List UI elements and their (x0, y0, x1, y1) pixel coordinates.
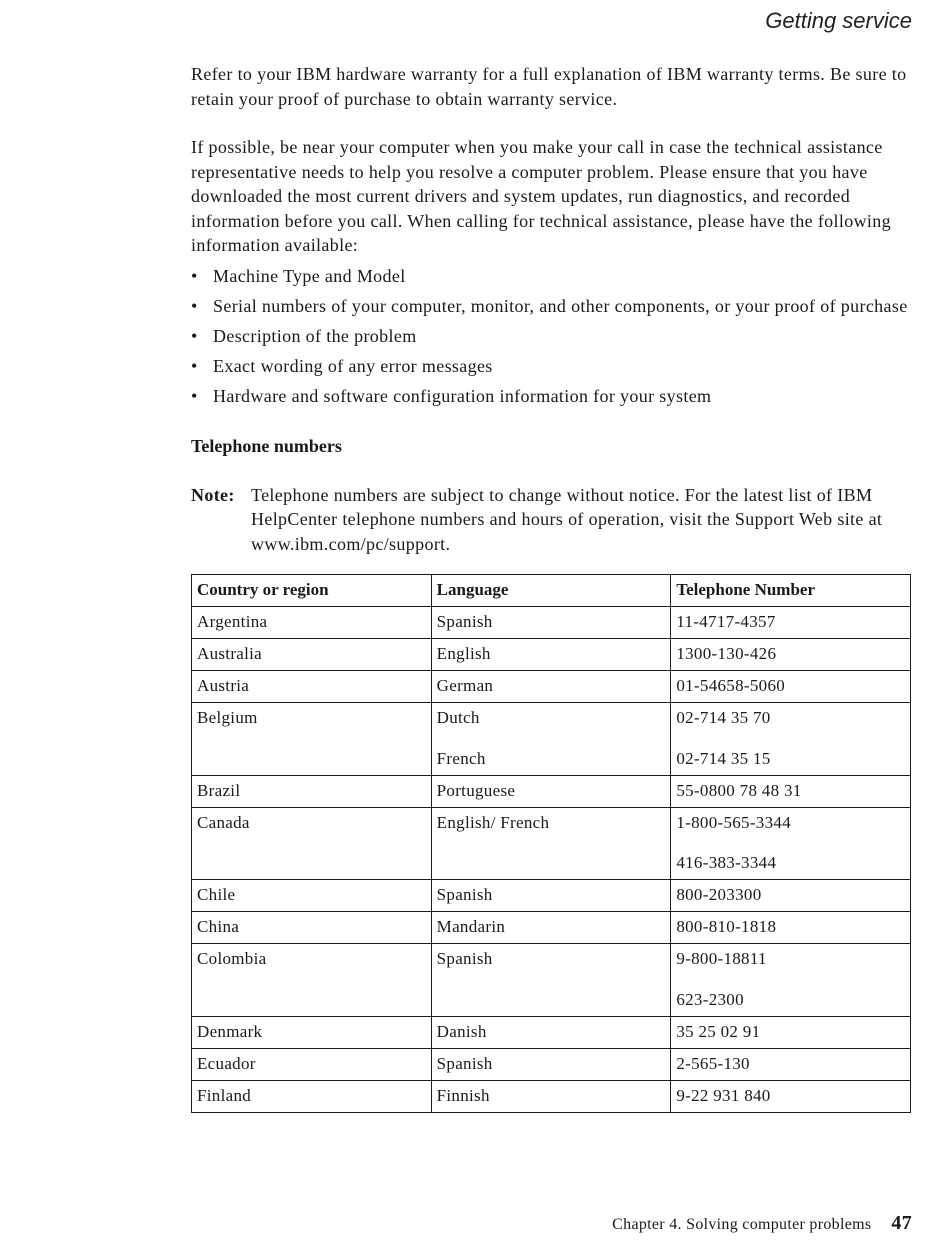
phone-line: 9-22 931 840 (676, 1085, 771, 1105)
warranty-paragraph: Refer to your IBM hardware warranty for a full explanation of IBM warranty terms. Be sure to retain your proof of purchase to obtain warranty service. (191, 64, 907, 109)
list-item: • Serial numbers of your computer, monitor, and other components, or your proof of purchase (191, 294, 911, 319)
language-line: Danish (436, 1021, 487, 1041)
call-preparation-paragraph: If possible, be near your computer when you make your call in case the technical assistance representative needs to help you resolve a computer problem. Please ensure that you have downloaded the most current drivers and system updates, run diagnostics, and recorded information before you call. When calling for technical assistance, please have the following information available: (191, 137, 891, 255)
language-cell (431, 1080, 671, 1112)
bullet-icon: • (191, 385, 198, 406)
country-cell: Denmark (192, 1016, 432, 1048)
language-cell (431, 775, 671, 807)
note-label: Note: (191, 484, 235, 505)
country-cell: Ecuador (192, 1048, 432, 1080)
column-header-phone: Telephone Number (671, 575, 911, 607)
language-line: French (436, 748, 486, 768)
list-item: • Exact wording of any error messages (191, 354, 911, 379)
table-row (192, 607, 911, 639)
country-cell: Brazil (192, 775, 432, 807)
language-line: Spanish (436, 885, 493, 904)
note-block (191, 483, 911, 557)
language-cell (431, 639, 671, 671)
country-cell: Belgium (192, 703, 432, 776)
country-cell: Austria (192, 671, 432, 703)
language-line: German (436, 676, 494, 695)
country-cell: Canada (192, 807, 432, 880)
bullet-icon: • (191, 325, 198, 346)
country-cell: Colombia (192, 944, 432, 1017)
language-line: English (436, 644, 491, 663)
telephone-table (191, 574, 911, 1113)
phone-cell (671, 1016, 911, 1048)
phone-line: 55-0800 78 48 31 (676, 780, 802, 800)
table-row (192, 639, 911, 671)
note-text: Telephone numbers are subject to change without notice. For the latest list of IBM HelpCenter telephone numbers and hours of operation, visit the Support Web site at www.ibm.com/pc/support. (251, 484, 883, 554)
phone-cell (671, 607, 911, 639)
country-cell: Chile (192, 880, 432, 912)
page-number: 47 (891, 1212, 912, 1234)
table-row (192, 944, 911, 1017)
phone-line: 623-2300 (676, 989, 744, 1009)
phone-cell (671, 703, 911, 776)
list-item: • Hardware and software configuration information for your system (191, 384, 911, 409)
language-line: Mandarin (436, 917, 506, 936)
language-line: English/ French (436, 812, 550, 832)
phone-line: 1-800-565-3344 (676, 812, 792, 832)
phone-cell (671, 807, 911, 880)
language-cell (431, 671, 671, 703)
phone-line: 11-4717-4357 (676, 612, 776, 631)
table-row (192, 703, 911, 776)
language-line: Spanish (436, 612, 493, 631)
list-item: • Machine Type and Model (191, 264, 911, 289)
running-head: Getting service (765, 8, 912, 33)
language-line: Spanish (436, 949, 493, 968)
phone-line: 1300-130-426 (676, 644, 777, 663)
bullet-icon: • (191, 295, 198, 316)
language-line: Dutch (436, 708, 480, 727)
language-cell (431, 912, 671, 944)
table-row (192, 880, 911, 912)
phone-cell (671, 1080, 911, 1112)
table-row (192, 671, 911, 703)
page-footer (612, 1212, 912, 1235)
chapter-title: Chapter 4. Solving computer problems (612, 1216, 872, 1233)
phone-line: 800-203300 (676, 885, 762, 904)
country-cell: Australia (192, 639, 432, 671)
phone-line: 01-54658-5060 (676, 676, 786, 695)
table-header-row (192, 575, 911, 607)
phone-line: 02-714 35 70 (676, 708, 771, 727)
list-item: • Description of the problem (191, 324, 911, 349)
required-info-list (191, 264, 911, 409)
section-heading: Telephone numbers (191, 436, 342, 456)
phone-cell (671, 1048, 911, 1080)
bullet-icon: • (191, 355, 198, 376)
phone-cell (671, 671, 911, 703)
phone-line: 2-565-130 (676, 1053, 750, 1073)
language-line: Spanish (436, 1053, 493, 1073)
phone-cell (671, 880, 911, 912)
country-cell: Finland (192, 1080, 432, 1112)
telephone-table-body (192, 607, 911, 1113)
language-cell (431, 1016, 671, 1048)
table-row (192, 775, 911, 807)
table-row (192, 807, 911, 880)
phone-line: 9-800-18811 (676, 949, 767, 968)
language-cell (431, 1048, 671, 1080)
language-cell (431, 807, 671, 880)
country-cell: Argentina (192, 607, 432, 639)
language-cell (431, 703, 671, 776)
page-body (191, 62, 911, 1113)
language-line: Portuguese (436, 780, 516, 800)
table-row (192, 1016, 911, 1048)
table-row (192, 1048, 911, 1080)
language-line: Finnish (436, 1085, 490, 1105)
phone-line: 800-810-1818 (676, 917, 777, 936)
column-header-country: Country or region (192, 575, 432, 607)
table-row (192, 1080, 911, 1112)
phone-cell (671, 944, 911, 1017)
phone-cell (671, 639, 911, 671)
phone-line: 35 25 02 91 (676, 1021, 761, 1041)
table-row (192, 912, 911, 944)
column-header-language: Language (431, 575, 671, 607)
bullet-icon: • (191, 265, 198, 286)
language-cell (431, 944, 671, 1017)
language-cell (431, 880, 671, 912)
country-cell: China (192, 912, 432, 944)
phone-cell (671, 912, 911, 944)
language-cell (431, 607, 671, 639)
phone-line: 02-714 35 15 (676, 748, 771, 768)
phone-cell (671, 775, 911, 807)
phone-line: 416-383-3344 (676, 853, 777, 872)
